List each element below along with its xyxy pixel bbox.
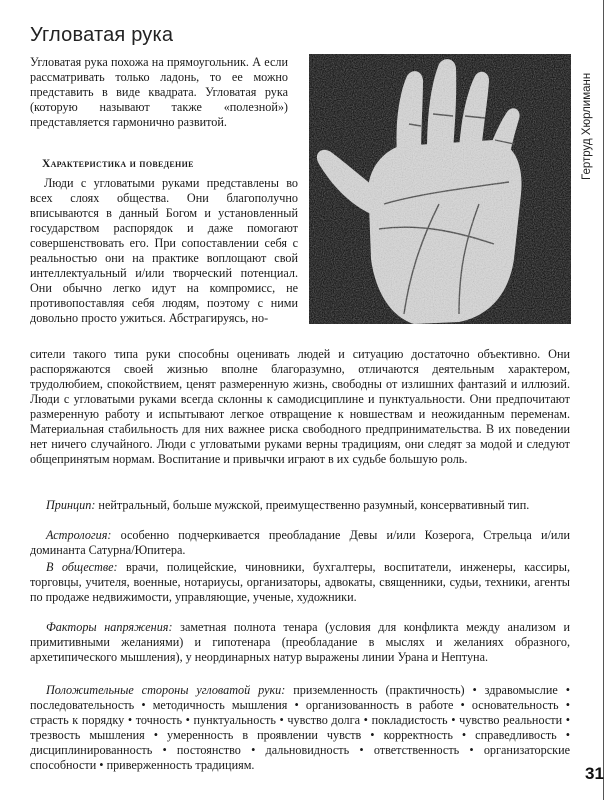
stress-factors-label: Факторы напряжения: <box>46 620 173 634</box>
stress-factors-text: заметная полнота тенара (условия для конфликта между анализом и примитивными желаниями) и гипотенара (преобладание в мыслях и желаниях образного, архетипического мышления), у неординарных натур выражены линии Урана и Нептуна. <box>30 620 570 664</box>
astrology-paragraph <box>30 528 570 558</box>
body-paragraph-narrow: Люди с угловатыми руками представлены во всех слоях общества. Они благополучно вписываются в данный Богом и установленный государством распорядок и даже помогают совершенствовать его. При сопоставлении себя с реальностью они на практике воплощают свой интеллектуальный и/или творческий потенциал. Они обычно легко идут на компромисс, не противопоставляя себя людям, поэтому с ними довольно просто ужиться. Абстрагируясь, но- <box>30 176 298 325</box>
intro-paragraph: Угловатая рука похожа на прямоугольник. А если рассматривать только ладонь, то ее можно представить в виде квадрата. Угловатая рука (которую называют также «полезной») представляется гармонично развитой. <box>30 55 288 129</box>
running-author-header <box>581 40 605 180</box>
positive-traits-label: Положительные стороны угловатой руки: <box>46 683 286 697</box>
astrology-text: особенно подчеркивается преобладание Девы и/или Козерога, Стрельца и/или доминанта Сатурна/Юпитера. <box>30 528 570 557</box>
positive-traits-text: приземленность (практичность) • здравомыслие • последовательность • методичность мышления • организованность в работе • основательность • страсть к порядку • точность • пунктуальность • чувство долга • покладистость • чувство реальности • трезвость мышления • умеренность в проявлении чувств • корректность • справедливость • дисциплинированность • постоянство • дальновидность • ответственность • организаторские способности • приверженность традициям. <box>30 683 570 772</box>
principle-paragraph <box>30 498 570 513</box>
positive-traits-paragraph <box>30 683 570 773</box>
section-heading: Характеристика и поведение <box>42 158 194 170</box>
page-title: Угловатая рука <box>30 24 174 46</box>
society-text: врачи, полицейские, чиновники, бухгалтеры, воспитатели, инженеры, кассиры, торговцы, учителя, военные, нотариусы, организаторы, адвокаты, священники, судьи, техники, агенты по продаже недвижимости, управляющие, ученые, художники. <box>30 560 571 604</box>
hand-print-image <box>309 54 571 324</box>
astrology-label: Астрология: <box>46 528 112 542</box>
society-label: В обществе: <box>46 560 118 574</box>
page-number: 31 <box>585 764 604 783</box>
society-paragraph <box>30 560 570 605</box>
body-paragraph-wide: сители такого типа руки способны оценивать людей и ситуацию достаточно объективно. Они распоряжаются своей жизнью вполне благоразумно, отличаются деятельным характером, трудолюбием, спокойствием, ценят размеренную жизнь, свободны от излишних фантазий и иллюзий. Люди с угловатыми руками всегда склонны к самодисциплине и пунктуальности. Они предпочитают размеренную работу и испытывают легкое отвращение к новшествам и неожиданным переменам. Материальная стабильность для них важнее риска свободного предпринимательства. В их поведении нет ничего случайного. Люди с угловатыми руками верны традициям, они следят за модой и следуют общепринятым нормам. Воспитание и привычки играют в их судьбе большую роль. <box>30 347 570 466</box>
principle-label: Принцип: <box>46 498 96 512</box>
principle-text: нейтральный, больше мужской, преимущественно разумный, консервативный тип. <box>95 498 530 512</box>
stress-factors-paragraph <box>30 620 570 665</box>
author-name: Гертруд Хюрлиманн <box>581 72 593 180</box>
